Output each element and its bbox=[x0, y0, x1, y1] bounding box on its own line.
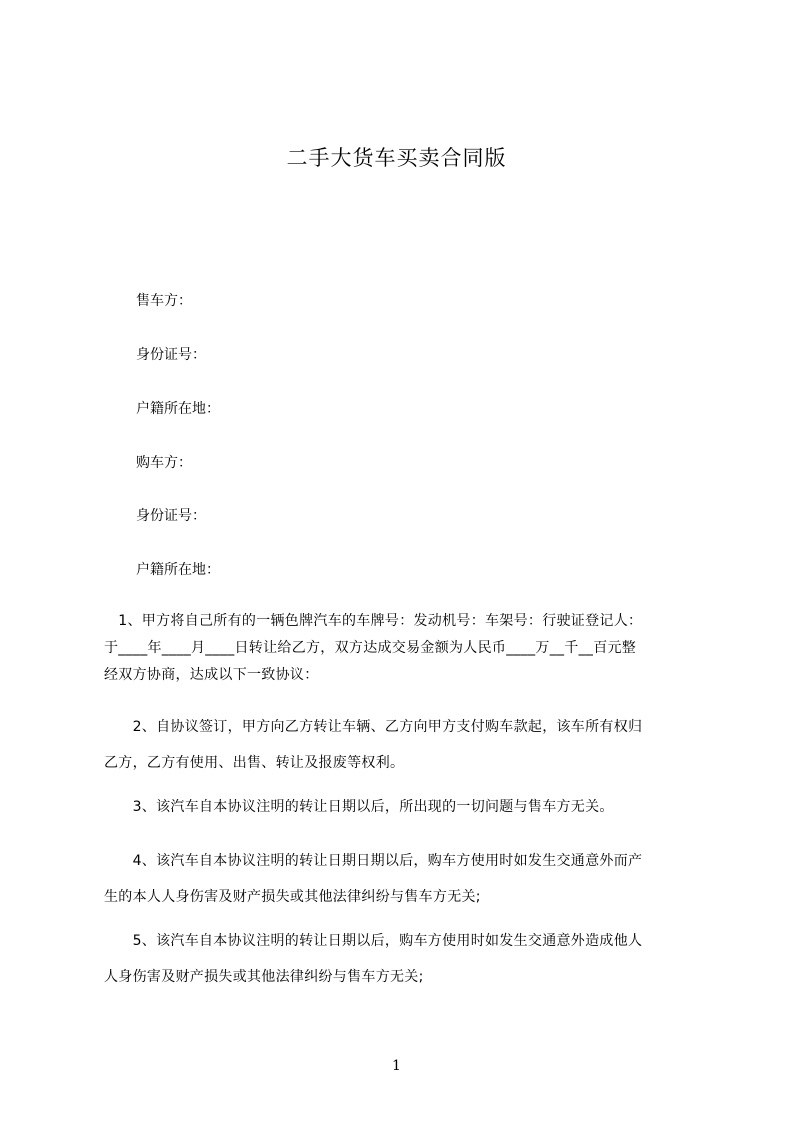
page-number: 1 bbox=[392, 1058, 401, 1074]
clause-3 bbox=[104, 797, 716, 833]
clause-3-line-1: 3、该汽车自本协议注明的转让日期以后，所出现的一切问题与售车方无关。 bbox=[104, 799, 614, 815]
clause-2-line-2: 乙方，乙方有使用、出售、转让及报废等权利。 bbox=[104, 755, 405, 771]
clause-1-line-2: 于____年____月____日转让给乙方，双方达成交易金额为人民币____万__千__百元整 bbox=[104, 640, 637, 656]
clause-4-line-2: 生的本人人身伤害及财产损失或其他法律纠纷与售车方无关; bbox=[104, 889, 481, 905]
buyer-id-label: 身份证号： bbox=[136, 508, 206, 524]
clause-5-line-1: 5、该汽车自本协议注明的转让日期以后，购车方使用时如发生交通意外造成他人 bbox=[104, 933, 643, 949]
seller-label: 售车方： bbox=[136, 293, 192, 309]
document-title: 二手大货车买卖合同版 bbox=[286, 146, 507, 170]
clause-1-line-1: 1、甲方将自己所有的一辆色牌汽车的车牌号：发动机号：车架号：行驶证登记人： bbox=[104, 613, 643, 629]
seller-residence-label: 户籍所在地： bbox=[136, 401, 220, 417]
clause-4-line-1: 4、该汽车自本协议注明的转让日期日期以后，购车方使用时如发生交通意外而产 bbox=[104, 853, 643, 869]
clause-2-line-1: 2、自协议签订，甲方向乙方转让车辆、乙方向甲方支付购车款起，该车所有权归 bbox=[104, 719, 643, 735]
buyer-label: 购车方： bbox=[136, 455, 192, 471]
seller-id-label: 身份证号： bbox=[136, 347, 206, 363]
clause-1 bbox=[104, 611, 716, 701]
clause-2 bbox=[104, 717, 716, 789]
clause-4 bbox=[104, 851, 716, 923]
buyer-residence-label: 户籍所在地： bbox=[136, 562, 220, 578]
clause-5 bbox=[104, 931, 716, 1003]
clause-1-line-3: 经双方协商，达成以下一致协议： bbox=[104, 667, 319, 683]
clause-5-line-2: 人身伤害及财产损失或其他法律纠纷与售车方无关; bbox=[104, 969, 424, 985]
